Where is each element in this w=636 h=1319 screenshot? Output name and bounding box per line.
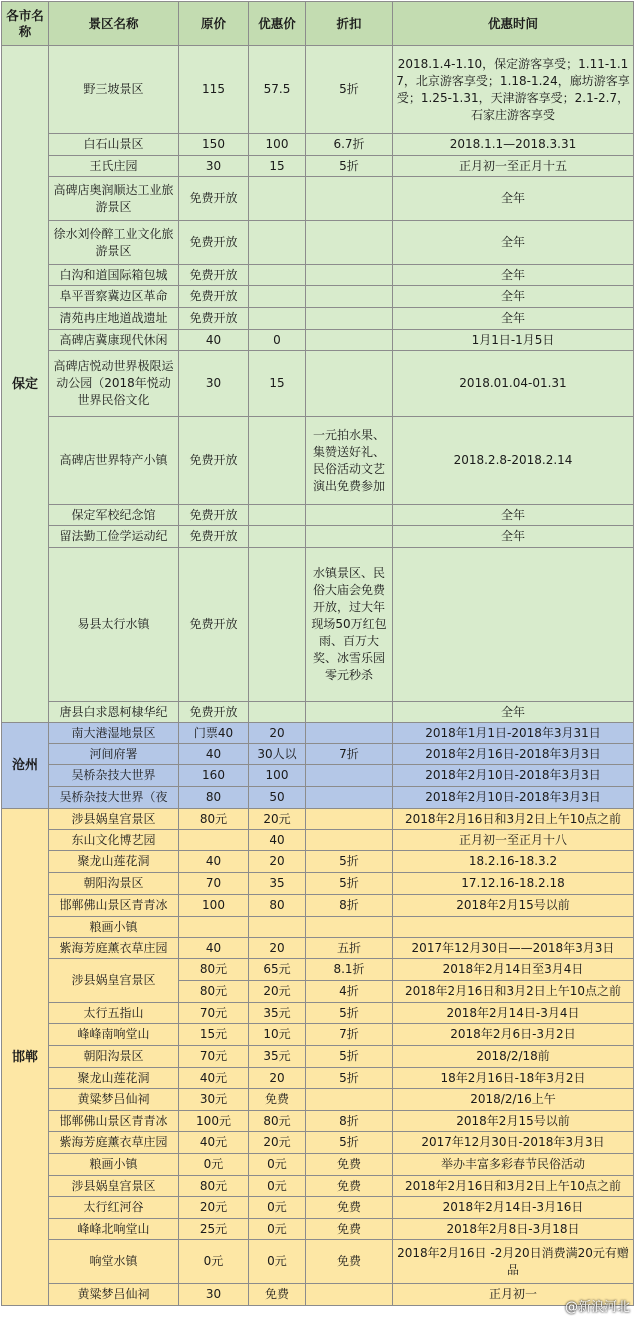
spot-cell: 涉县娲皇宫景区 [49, 1176, 179, 1197]
period-cell: 18.2.16-18.3.2 [393, 851, 634, 873]
table-row [2, 1132, 634, 1154]
period-cell: 2018年2月16日-2018年3月3日 [393, 744, 634, 765]
sale-cell: 100 [249, 765, 306, 787]
table-row [2, 744, 634, 765]
weibo-watermark: @新浪河北 [564, 1300, 630, 1315]
sale-cell: 30人以 [249, 744, 306, 765]
sale-cell: 80 [249, 895, 306, 917]
table-row [2, 505, 634, 526]
price-cell: 30 [179, 351, 249, 417]
discount-cell [306, 1089, 393, 1111]
period-cell: 2018年2月14日至3月4日 [393, 959, 634, 981]
sale-cell [249, 221, 306, 265]
sale-cell: 20元 [249, 809, 306, 830]
table-row [2, 265, 634, 286]
discount-cell: 免费 [306, 1197, 393, 1219]
discount-cell [306, 505, 393, 526]
price-cell: 免费开放 [179, 526, 249, 548]
sale-cell [249, 417, 306, 505]
spot-cell: 东山文化博艺园 [49, 830, 179, 851]
sale-cell: 0元 [249, 1197, 306, 1219]
sale-cell [249, 917, 306, 938]
sale-cell [249, 548, 306, 702]
header-discount: 折扣 [306, 2, 393, 46]
discount-cell: 免费 [306, 1240, 393, 1284]
sale-cell: 20 [249, 1068, 306, 1089]
price-cell: 40 [179, 330, 249, 351]
table-row [2, 1068, 634, 1089]
period-cell: 全年 [393, 526, 634, 548]
sale-cell: 40 [249, 830, 306, 851]
spot-cell: 河间府署 [49, 744, 179, 765]
price-cell: 免费开放 [179, 417, 249, 505]
discount-cell: 6.7折 [306, 134, 393, 156]
period-cell: 全年 [393, 221, 634, 265]
table-row [2, 1176, 634, 1197]
price-cell: 80元 [179, 1176, 249, 1197]
table-row [2, 895, 634, 917]
discount-cell [306, 830, 393, 851]
period-cell: 全年 [393, 505, 634, 526]
spot-cell: 黄粱梦吕仙祠 [49, 1284, 179, 1306]
table-body [2, 46, 634, 1306]
period-cell: 2018年2月6日-3月2日 [393, 1024, 634, 1046]
discount-cell: 5折 [306, 46, 393, 134]
price-cell: 免费开放 [179, 308, 249, 330]
period-cell: 全年 [393, 286, 634, 308]
table-row [2, 1003, 634, 1024]
price-cell: 70 [179, 873, 249, 895]
table-row [2, 417, 634, 505]
spot-cell: 黄粱梦吕仙祠 [49, 1089, 179, 1111]
discount-cell: 5折 [306, 851, 393, 873]
spot-cell: 王氏庄园 [49, 156, 179, 177]
sale-cell [249, 526, 306, 548]
price-cell: 80元 [179, 959, 249, 981]
header-price: 原价 [179, 2, 249, 46]
sale-cell: 35元 [249, 1003, 306, 1024]
period-cell: 2018年2月16日和3月2日上午10点之前 [393, 981, 634, 1003]
price-cell: 免费开放 [179, 286, 249, 308]
period-cell: 全年 [393, 265, 634, 286]
discount-cell: 水镇景区、民俗大庙会免费开放，过大年现场50万红包雨、百万大奖、冰雪乐园零元秒杀 [306, 548, 393, 702]
table-row [2, 873, 634, 895]
discount-cell: 4折 [306, 981, 393, 1003]
spot-cell: 朝阳沟景区 [49, 873, 179, 895]
spot-cell: 吴桥杂技大世界（夜 [49, 787, 179, 809]
spot-cell: 粮画小镇 [49, 917, 179, 938]
period-cell: 正月初一 [393, 1284, 634, 1306]
price-cell: 免费开放 [179, 177, 249, 221]
spot-cell: 白沟和道国际箱包城 [49, 265, 179, 286]
sale-cell: 100 [249, 134, 306, 156]
period-cell: 2018年2月15号以前 [393, 1111, 634, 1132]
discount-cell [306, 917, 393, 938]
sale-cell: 80元 [249, 1111, 306, 1132]
price-cell: 0元 [179, 1154, 249, 1176]
period-cell: 2017年12月30日——2018年3月3日 [393, 938, 634, 959]
sale-cell: 0元 [249, 1154, 306, 1176]
price-cell: 0元 [179, 1240, 249, 1284]
price-cell: 100元 [179, 1111, 249, 1132]
table-row [2, 702, 634, 723]
city-cell: 保定 [2, 46, 49, 723]
spot-cell: 易县太行水镇 [49, 548, 179, 702]
discount-cell [306, 177, 393, 221]
sale-cell: 50 [249, 787, 306, 809]
discount-cell [306, 308, 393, 330]
price-cell: 25元 [179, 1219, 249, 1240]
discount-cell: 一元拍水果、集赞送好礼、民俗活动文艺演出免费参加 [306, 417, 393, 505]
table-row [2, 1111, 634, 1132]
table-row [2, 851, 634, 873]
header-row [2, 2, 634, 46]
price-cell: 40 [179, 851, 249, 873]
spot-cell: 高碑店悦动世界极限运动公园（2018年悦动世界民俗文化 [49, 351, 179, 417]
table-row [2, 46, 634, 134]
spot-cell: 保定军校纪念馆 [49, 505, 179, 526]
discount-cell [306, 351, 393, 417]
sale-cell: 20 [249, 723, 306, 744]
price-cell: 免费开放 [179, 265, 249, 286]
price-cell: 150 [179, 134, 249, 156]
price-cell: 免费开放 [179, 221, 249, 265]
period-cell: 2017年12月30日-2018年3月3日 [393, 1132, 634, 1154]
period-cell: 2018.2.8-2018.2.14 [393, 417, 634, 505]
price-cell: 免费开放 [179, 702, 249, 723]
price-cell: 40元 [179, 1068, 249, 1089]
table-row [2, 134, 634, 156]
price-cell: 40元 [179, 1132, 249, 1154]
table-row [2, 526, 634, 548]
price-cell: 40 [179, 938, 249, 959]
price-cell: 免费开放 [179, 505, 249, 526]
price-cell: 30元 [179, 1089, 249, 1111]
spot-cell: 紫海芳庭薰衣草庄园 [49, 1132, 179, 1154]
period-cell: 2018年2月14日-3月16日 [393, 1197, 634, 1219]
table-row [2, 548, 634, 702]
discount-cell [306, 765, 393, 787]
discount-cell [306, 723, 393, 744]
discount-cell: 免费 [306, 1154, 393, 1176]
city-cell: 邯郸 [2, 809, 49, 1306]
discount-cell: 免费 [306, 1176, 393, 1197]
sale-cell [249, 286, 306, 308]
period-cell: 2018.1.4-1.10，保定游客享受；1.11-1.17，北京游客享受；1.18-1.24，廊坊游客享受；1.25-1.31，天津游客享受；2.1-2.7，石家庄游客享受 [393, 46, 634, 134]
period-cell: 2018年2月14日-3月4日 [393, 1003, 634, 1024]
period-cell [393, 917, 634, 938]
price-cell: 100 [179, 895, 249, 917]
table-row [2, 330, 634, 351]
sale-cell: 20 [249, 851, 306, 873]
table-row [2, 917, 634, 938]
spot-cell: 朝阳沟景区 [49, 1046, 179, 1068]
discount-cell [306, 221, 393, 265]
spot-cell: 南大港湿地景区 [49, 723, 179, 744]
spot-cell: 聚龙山莲花洞 [49, 1068, 179, 1089]
price-cell [179, 917, 249, 938]
discount-cell: 免费 [306, 1219, 393, 1240]
spot-cell: 留法勤工俭学运动纪 [49, 526, 179, 548]
table-row [2, 809, 634, 830]
spot-cell: 高碑店世界特产小镇 [49, 417, 179, 505]
sale-cell: 15 [249, 351, 306, 417]
sale-cell [249, 177, 306, 221]
sale-cell: 0 [249, 330, 306, 351]
table-row [2, 308, 634, 330]
spot-cell: 邯郸佛山景区青青冰 [49, 895, 179, 917]
spot-cell: 峰峰南响堂山 [49, 1024, 179, 1046]
price-cell: 30 [179, 156, 249, 177]
price-cell: 30 [179, 1284, 249, 1306]
table-row [2, 156, 634, 177]
table-row [2, 938, 634, 959]
spot-cell: 涉县娲皇宫景区 [49, 809, 179, 830]
table-row [2, 1284, 634, 1306]
table-row [2, 787, 634, 809]
discount-cell: 8折 [306, 895, 393, 917]
sale-cell: 35元 [249, 1046, 306, 1068]
price-cell: 15元 [179, 1024, 249, 1046]
discount-cell: 5折 [306, 156, 393, 177]
header-period: 优惠时间 [393, 2, 634, 46]
spot-cell: 粮画小镇 [49, 1154, 179, 1176]
sale-cell [249, 308, 306, 330]
period-cell: 2018年2月8日-3月18日 [393, 1219, 634, 1240]
price-cell: 160 [179, 765, 249, 787]
spot-cell: 白石山景区 [49, 134, 179, 156]
price-cell: 115 [179, 46, 249, 134]
period-cell: 全年 [393, 702, 634, 723]
spot-cell: 响堂水镇 [49, 1240, 179, 1284]
sale-cell: 20元 [249, 981, 306, 1003]
table-row [2, 1197, 634, 1219]
spot-cell: 涉县娲皇宫景区 [49, 959, 179, 1003]
discount-cell [306, 265, 393, 286]
table-row [2, 830, 634, 851]
table-row [2, 1089, 634, 1111]
discount-cell: 5折 [306, 873, 393, 895]
price-cell: 70元 [179, 1003, 249, 1024]
table-row [2, 221, 634, 265]
discount-cell: 7折 [306, 1024, 393, 1046]
price-cell: 门票40 [179, 723, 249, 744]
spot-cell: 高碑店奥润顺达工业旅游景区 [49, 177, 179, 221]
sale-cell: 65元 [249, 959, 306, 981]
spot-cell: 清苑冉庄地道战遗址 [49, 308, 179, 330]
period-cell: 2018/2/16上午 [393, 1089, 634, 1111]
discount-cell: 8.1折 [306, 959, 393, 981]
period-cell: 1月1日-1月5日 [393, 330, 634, 351]
period-cell: 18年2月16日-18年3月2日 [393, 1068, 634, 1089]
price-cell: 免费开放 [179, 548, 249, 702]
spot-cell: 高碑店冀康现代休闲 [49, 330, 179, 351]
table-row [2, 1046, 634, 1068]
sale-cell [249, 702, 306, 723]
sale-cell: 免费 [249, 1089, 306, 1111]
table-row [2, 177, 634, 221]
sale-cell: 15 [249, 156, 306, 177]
discount-cell [306, 330, 393, 351]
header-spot: 景区名称 [49, 2, 179, 46]
sale-cell: 57.5 [249, 46, 306, 134]
discount-cell [306, 702, 393, 723]
city-cell: 沧州 [2, 723, 49, 809]
discount-cell [306, 286, 393, 308]
discount-cell [306, 1284, 393, 1306]
table-row [2, 723, 634, 744]
period-cell: 2018年2月10日-2018年3月3日 [393, 787, 634, 809]
discount-cell [306, 809, 393, 830]
table-row [2, 351, 634, 417]
price-cell: 70元 [179, 1046, 249, 1068]
discount-cell: 5折 [306, 1068, 393, 1089]
price-cell: 80 [179, 787, 249, 809]
discount-cell: 五折 [306, 938, 393, 959]
period-cell: 2018年2月16日 -2月20日消费满20元有赠品 [393, 1240, 634, 1284]
scenic-discount-table [1, 1, 634, 1306]
spot-cell: 吴桥杂技大世界 [49, 765, 179, 787]
table-row [2, 1024, 634, 1046]
period-cell: 2018年2月16日和3月2日上午10点之前 [393, 1176, 634, 1197]
period-cell [393, 548, 634, 702]
price-cell [179, 830, 249, 851]
table-row [2, 1154, 634, 1176]
period-cell: 2018年1月1日-2018年3月31日 [393, 723, 634, 744]
period-cell: 正月初一至正月十八 [393, 830, 634, 851]
sale-cell: 35 [249, 873, 306, 895]
period-cell: 2018.1.1—2018.3.31 [393, 134, 634, 156]
sale-cell: 0元 [249, 1176, 306, 1197]
period-cell: 2018年2月16日和3月2日上午10点之前 [393, 809, 634, 830]
spot-cell: 太行五指山 [49, 1003, 179, 1024]
spot-cell: 野三坡景区 [49, 46, 179, 134]
price-cell: 80元 [179, 981, 249, 1003]
discount-cell: 7折 [306, 744, 393, 765]
period-cell: 举办丰富多彩春节民俗活动 [393, 1154, 634, 1176]
table-row [2, 286, 634, 308]
period-cell: 2018.01.04-01.31 [393, 351, 634, 417]
header-sale: 优惠价 [249, 2, 306, 46]
sale-cell: 10元 [249, 1024, 306, 1046]
discount-cell: 8折 [306, 1111, 393, 1132]
spot-cell: 紫海芳庭薰衣草庄园 [49, 938, 179, 959]
discount-cell: 5折 [306, 1003, 393, 1024]
period-cell: 正月初一至正月十五 [393, 156, 634, 177]
price-cell: 40 [179, 744, 249, 765]
discount-cell: 5折 [306, 1046, 393, 1068]
discount-cell [306, 787, 393, 809]
discount-cell: 5折 [306, 1132, 393, 1154]
table-row [2, 1240, 634, 1284]
period-cell: 全年 [393, 177, 634, 221]
sale-cell: 0元 [249, 1219, 306, 1240]
spot-cell: 唐县白求恩柯棣华纪 [49, 702, 179, 723]
table-row [2, 959, 634, 981]
sale-cell [249, 505, 306, 526]
price-cell: 80元 [179, 809, 249, 830]
period-cell: 2018年2月10日-2018年3月3日 [393, 765, 634, 787]
period-cell: 全年 [393, 308, 634, 330]
price-cell: 20元 [179, 1197, 249, 1219]
sale-cell: 免费 [249, 1284, 306, 1306]
spot-cell: 太行红河谷 [49, 1197, 179, 1219]
discount-cell [306, 526, 393, 548]
period-cell: 17.12.16-18.2.18 [393, 873, 634, 895]
spot-cell: 峰峰北响堂山 [49, 1219, 179, 1240]
sale-cell [249, 265, 306, 286]
sale-cell: 0元 [249, 1240, 306, 1284]
header-city: 各市名称 [2, 2, 49, 46]
sale-cell: 20 [249, 938, 306, 959]
spot-cell: 聚龙山莲花洞 [49, 851, 179, 873]
table-row [2, 1219, 634, 1240]
period-cell: 2018/2/18前 [393, 1046, 634, 1068]
table-row [2, 765, 634, 787]
spot-cell: 徐水刘伶醉工业文化旅游景区 [49, 221, 179, 265]
period-cell: 2018年2月15号以前 [393, 895, 634, 917]
spot-cell: 邯郸佛山景区青青冰 [49, 1111, 179, 1132]
spot-cell: 阜平晋察冀边区革命 [49, 286, 179, 308]
sale-cell: 20元 [249, 1132, 306, 1154]
